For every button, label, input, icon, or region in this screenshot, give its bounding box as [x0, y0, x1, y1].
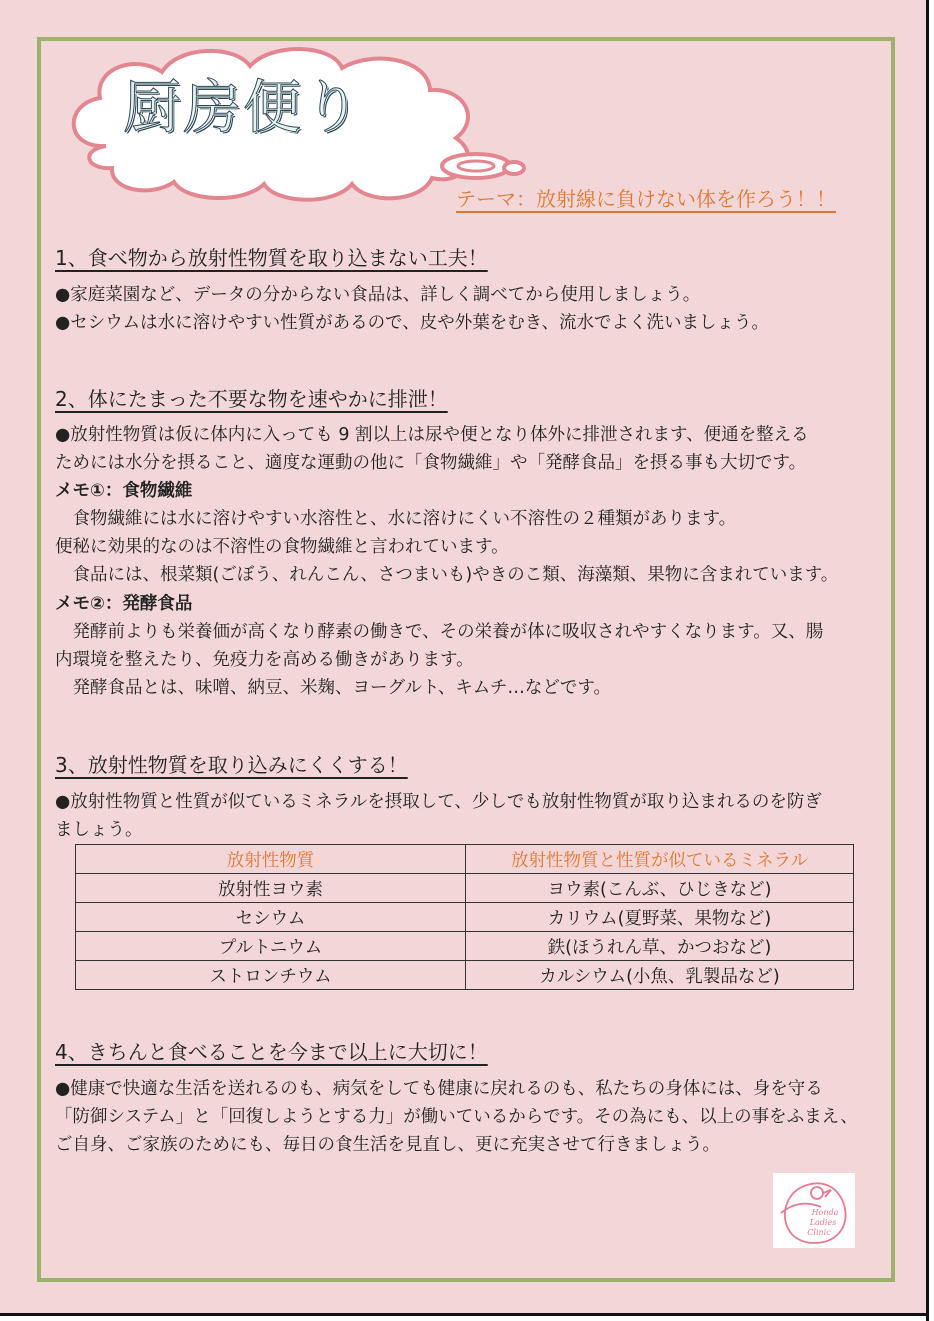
- section-4-line: 「防御システム」と「回復しようとする力」が働いているからです。その為にも、以上の事をふまえ、: [55, 1107, 858, 1127]
- table-cell: セシウム: [76, 903, 466, 932]
- section-3-line: ●放射性物質と性質が似ているミネラルを摂取して、少しでも放射性物質が取り込まれるのを防ぎ: [55, 792, 822, 812]
- section-2-line: ためには水分を摂ること、適度な運動の他に「食物繊維」や「発酵食品」を摂る事も大切です。: [55, 453, 807, 473]
- section-2-line: 発酵前よりも栄養価が高くなり酵素の働きで、その栄養が体に吸収されやすくなります。又、腸: [55, 622, 824, 642]
- section-3-heading: 3、放射性物質を取り込みにくくする！: [55, 753, 408, 777]
- section-2-line: 発酵食品とは、味噌、納豆、米麹、ヨーグルト、キムチ…などです。: [55, 678, 611, 698]
- section-1-heading: 1、食べ物から放射性物質を取り込まない工夫！: [55, 246, 488, 270]
- memo-1-label: メモ①：食物繊維: [55, 481, 193, 501]
- clinic-logo: [773, 1173, 855, 1248]
- table-header-row: [76, 845, 854, 874]
- page-edge-right: [926, 0, 929, 1321]
- mineral-table: [75, 844, 854, 990]
- table-cell: 放射性ヨウ素: [76, 874, 466, 903]
- section-4-heading: 4、きちんと食べることを今まで以上に大切に！: [55, 1040, 488, 1064]
- section-1-line: ●セシウムは水に溶けやすい性質があるので、皮や外葉をむき、流水でよく洗いましょう。: [55, 313, 770, 333]
- table-row: [76, 874, 854, 903]
- section-2-heading: 2、体にたまった不要な物を速やかに排泄！: [55, 387, 448, 411]
- section-4-line: ●健康で快適な生活を送れるのも、病気をしても健康に戻れるのも、私たちの身体には、身を守る: [55, 1079, 823, 1099]
- section-3-line: ましょう。: [55, 820, 143, 840]
- table-cell: プルトニウム: [76, 932, 466, 961]
- table-cell: 鉄(ほうれん草、かつおなど): [466, 932, 854, 961]
- table-cell: ヨウ素(こんぶ、ひじきなど): [466, 874, 854, 903]
- table-cell: ストロンチウム: [76, 961, 466, 990]
- section-2-line: 便秘に効果的なのは不溶性の食物繊維と言われています。: [55, 537, 509, 557]
- section-1-line: ●家庭菜園など、データの分からない食品は、詳しく調べてから使用しましょう。: [55, 285, 701, 305]
- table-cell: カルシウム(小魚、乳製品など): [466, 961, 854, 990]
- page-edge-bottom: [0, 1313, 929, 1316]
- section-2-line: 食物繊維には水に溶けやすい水溶性と、水に溶けにくい不溶性の２種類があります。: [55, 509, 737, 529]
- table-row: [76, 903, 854, 932]
- table-cell: カリウム(夏野菜、果物など): [466, 903, 854, 932]
- section-2-line: ●放射性物質は仮に体内に入っても 9 割以上は尿や便となり体外に排泄されます、便通を整える: [55, 425, 809, 445]
- table-header-cell: 放射性物質と性質が似ているミネラル: [466, 845, 854, 874]
- theme-subtitle: テーマ：放射線に負けない体を作ろう！！: [456, 187, 836, 211]
- logo-text: Ladies: [809, 1218, 837, 1227]
- table-row: [76, 961, 854, 990]
- section-4-line: ご自身、ご家族のためにも、毎日の食生活を見直し、更に充実させて行きましょう。: [55, 1135, 720, 1155]
- section-2-line: 食品には、根菜類(ごぼう、れんこん、さつまいも)やきのこ類、海藻類、果物に含まれています。: [55, 565, 839, 585]
- section-2-line: 内環境を整えたり、免疫力を高める働きがあります。: [55, 650, 474, 670]
- table-header-cell: 放射性物質: [76, 845, 466, 874]
- logo-text: Clinic: [807, 1228, 831, 1237]
- page-title: 厨房便り: [123, 73, 364, 141]
- table-row: [76, 932, 854, 961]
- memo-2-label: メモ②：発酵食品: [55, 594, 193, 614]
- logo-text: Honda: [811, 1208, 839, 1217]
